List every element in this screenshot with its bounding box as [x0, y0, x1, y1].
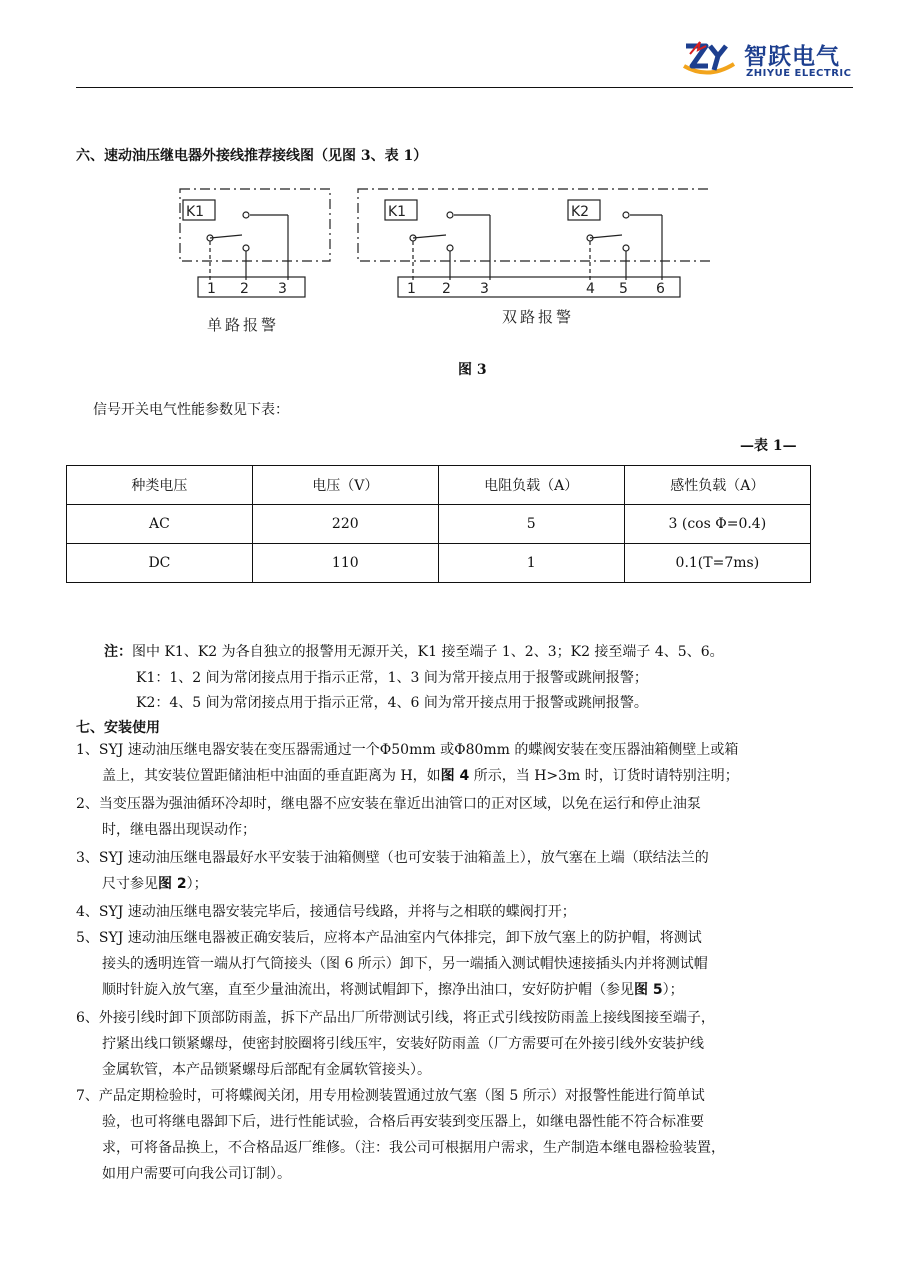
table-cell: 1 — [438, 544, 624, 583]
double-terminal-2: 2 — [442, 281, 451, 297]
table-header-cell: 感性负载（A） — [624, 466, 810, 505]
table-header-cell: 电阻负载（A） — [438, 466, 624, 505]
figure-3-caption: 图 3 — [458, 362, 487, 378]
section6-heading: 六、速动油压继电器外接线推荐接线图（见图 3、表 1） — [76, 148, 428, 164]
single-k1-label: K1 — [186, 204, 205, 220]
install-item-2 — [76, 791, 856, 843]
item-5-line-c: 顺时针旋入放气塞，直至少量油流出，将测试帽卸下，擦净出油口，安好防护帽（参见图 5）； — [102, 982, 684, 998]
item-5-line-b: 接头的透明连管一端从打气筒接头（图 6 所示）卸下，另一端插入测试帽快速接插头内并将测试帽 — [102, 956, 708, 972]
section7-heading: 七、安装使用 — [76, 720, 160, 736]
item-1-line-b: 盖上，其安装位置距储油柜中油面的垂直距离为 H，如图 4 所示，当 H>3m 时，订货时请特别注明； — [102, 768, 739, 784]
double-terminal-5: 5 — [619, 281, 628, 297]
figure-2-ref: 图 2 — [158, 876, 187, 892]
figure-4-ref: 图 4 — [440, 768, 470, 784]
note-label: 注： — [104, 644, 132, 660]
item-5-line-a: 5、SYJ 速动油压继电器被正确安装后，应将本产品油室内气体排完，卸下放气塞上的防护帽，将测试 — [76, 930, 702, 946]
note-line-3: K2：4、5 间为常闭接点用于指示正常，4、6 间为常开接点用于报警或跳闸报警。 — [136, 695, 648, 711]
item-6-line-c: 金属软管，本产品锁紧螺母后部配有金属软管接头）。 — [102, 1062, 431, 1078]
double-k2-label: K2 — [571, 204, 590, 220]
item-7-line-d: 如用户需要可向我公司订制）。 — [102, 1166, 291, 1182]
table-header-cell: 电压（V） — [252, 466, 438, 505]
table-intro: 信号开关电气性能参数见下表： — [93, 402, 289, 418]
double-k1-label: K1 — [388, 204, 407, 220]
table-cell: 3 (cos Φ=0.4) — [624, 505, 810, 544]
install-item-1 — [76, 737, 856, 789]
double-terminal-1: 1 — [407, 281, 416, 297]
item-7-line-b: 验，也可将继电器卸下后，进行性能试验，合格后再安装到变压器上，如继电器性能不符合标准要 — [102, 1114, 704, 1130]
table-cell: 5 — [438, 505, 624, 544]
item-2-line-b: 时，继电器出现误动作； — [102, 822, 256, 838]
zy-logo-icon — [680, 36, 736, 80]
item-3-line-a: 3、SYJ 速动油压继电器最好水平安装于油箱侧壁（也可安装于油箱盖上），放气塞在上端（联结法兰的 — [76, 850, 709, 866]
wiring-diagram — [150, 180, 710, 350]
item-7-line-c: 求，可将备品换上，不合格品返厂维修。（注：我公司可根据用户需求，生产制造本继电器检验装置， — [102, 1140, 725, 1156]
install-item-5 — [76, 925, 856, 1003]
header-divider — [76, 87, 853, 88]
single-terminal-1: 1 — [207, 281, 216, 297]
item-2-line-a: 2、当变压器为强油循环冷却时，继电器不应安装在靠近出油管口的正对区域，以免在运行和停止油泵 — [76, 796, 701, 812]
table-header-row — [67, 466, 811, 505]
double-terminal-4: 4 — [586, 281, 595, 297]
table-row — [67, 544, 811, 583]
double-terminal-3: 3 — [480, 281, 489, 297]
table-cell: 220 — [252, 505, 438, 544]
note-line-1 — [104, 641, 724, 661]
table-cell: 0.1(T=7ms) — [624, 544, 810, 583]
item-3-line-b: 尺寸参见图 2）； — [102, 876, 208, 892]
double-terminal-6: 6 — [656, 281, 665, 297]
install-item-4 — [76, 899, 856, 925]
item-6-line-a: 6、外接引线时卸下顶部防雨盖，拆下产品出厂所带测试引线，将正式引线按防雨盖上接线图接至端子， — [76, 1010, 715, 1026]
single-terminal-2: 2 — [240, 281, 249, 297]
install-item-7 — [76, 1083, 856, 1187]
single-alarm-caption: 单路报警 — [207, 316, 280, 334]
install-item-3 — [76, 845, 856, 897]
company-logo — [680, 34, 855, 84]
single-terminal-3: 3 — [278, 281, 287, 297]
table-cell: 110 — [252, 544, 438, 583]
table-cell: AC — [67, 505, 253, 544]
double-alarm-caption: 双路报警 — [502, 308, 575, 326]
figure-5-ref: 图 5 — [634, 982, 663, 998]
item-7-line-a: 7、产品定期检验时，可将蝶阀关闭，用专用检测装置通过放气塞（图 5 所示）对报警性能进行简单试 — [76, 1088, 705, 1104]
install-item-6 — [76, 1005, 856, 1083]
table-row — [67, 505, 811, 544]
logo-chinese-name: 智跃电气 — [744, 44, 840, 70]
logo-english-name: ZHIYUE ELECTRIC — [746, 68, 852, 79]
item-1-line-a: 1、SYJ 速动油压继电器安装在变压器需通过一个Φ50mm 或Φ80mm 的蝶阀安装在变压器油箱侧壁上或箱 — [76, 742, 739, 758]
note-text-1: 图中 K1、K2 为各自独立的报警用无源开关，K1 接至端子 1、2、3；K2 接至端子 4、5、6。 — [132, 644, 724, 660]
item-4-line-a: 4、SYJ 速动油压继电器安装完毕后，接通信号线路，并将与之相联的蝶阀打开； — [76, 904, 576, 920]
table-header-cell: 种类电压 — [67, 466, 253, 505]
note-line-2: K1：1、2 间为常闭接点用于指示正常，1、3 间为常开接点用于报警或跳闸报警； — [136, 670, 648, 686]
table-cell: DC — [67, 544, 253, 583]
item-6-line-b: 拧紧出线口锁紧螺母，使密封胶圈将引线压牢，安装好防雨盖（厂方需要可在外接引线外安装护线 — [102, 1036, 704, 1052]
electrical-params-table — [66, 465, 811, 583]
table-1-caption: —表 1— — [740, 438, 797, 454]
